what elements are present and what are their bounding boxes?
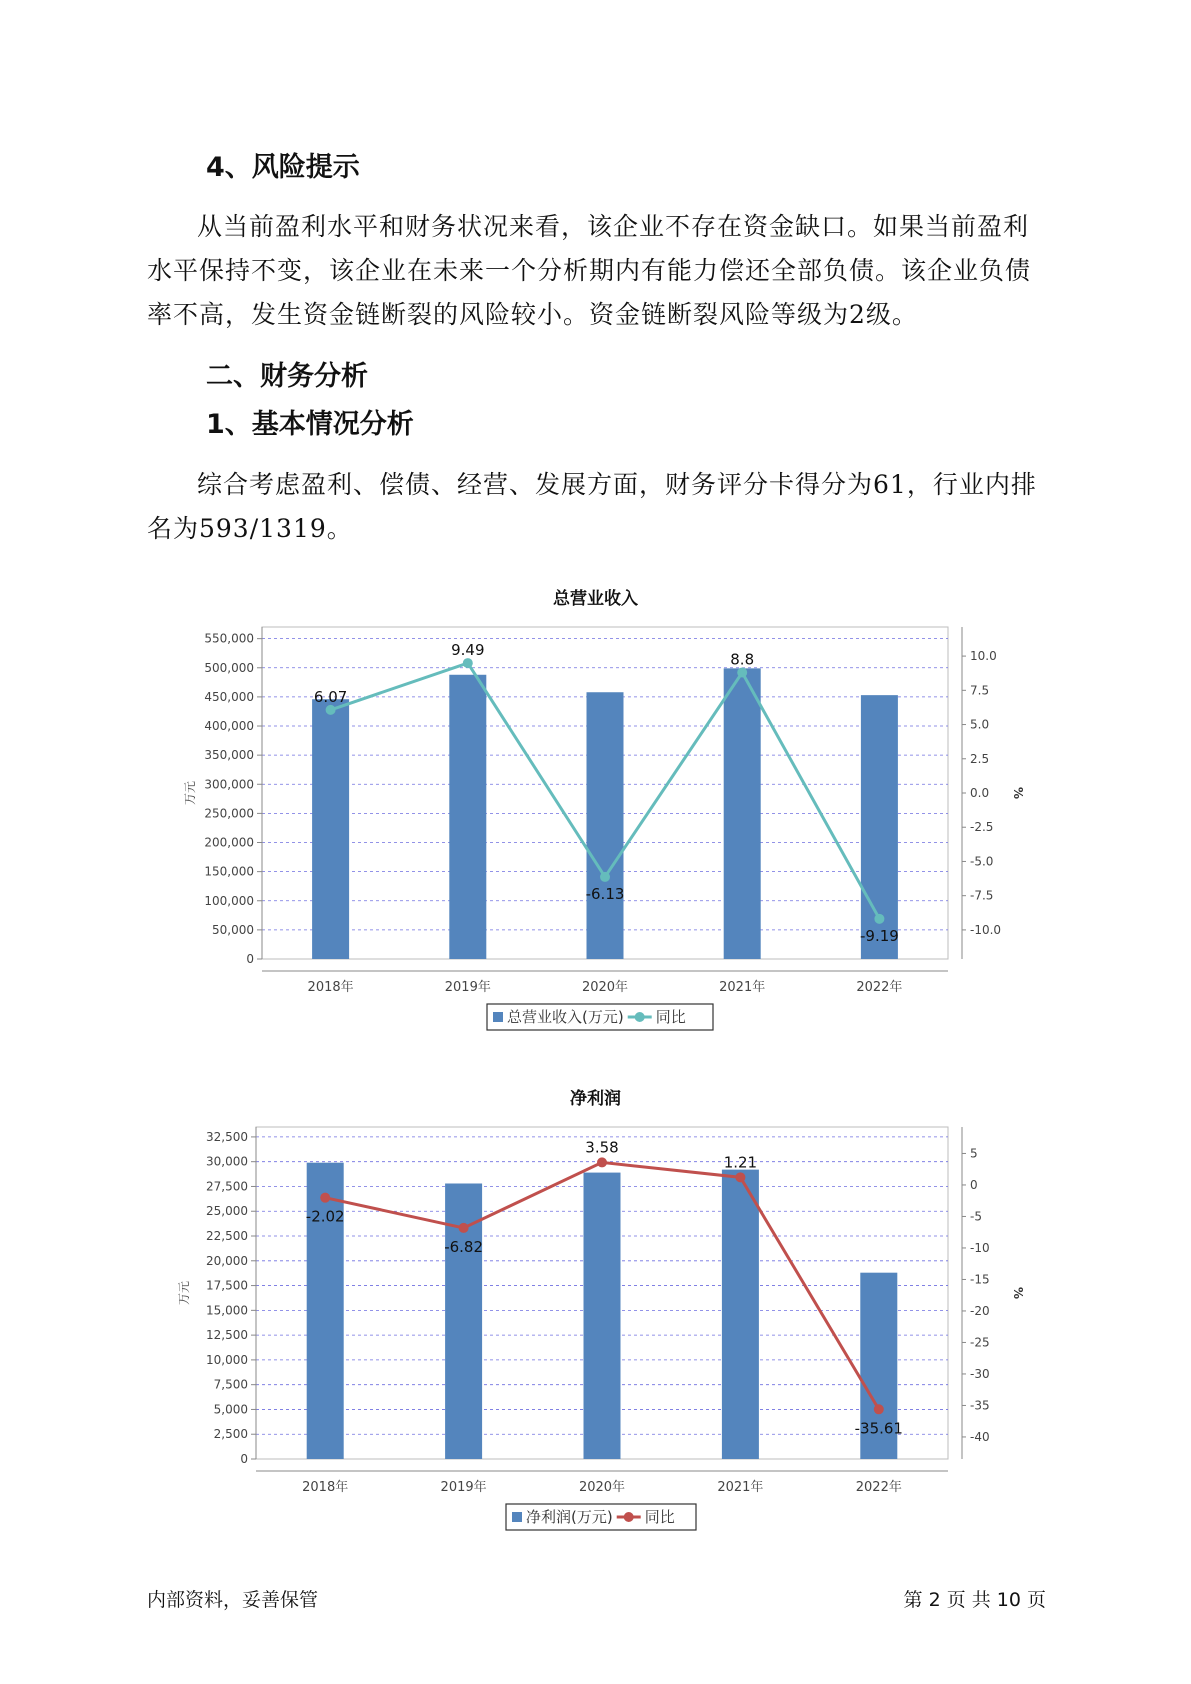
y2-tick-label: -10.0: [970, 922, 1002, 937]
y2-axis-title: %: [1011, 786, 1025, 800]
y-tick-label: 2,500: [213, 1427, 248, 1442]
data-label: -6.13: [585, 884, 625, 903]
data-label: 1.21: [723, 1153, 758, 1172]
section-heading-basic-analysis: 1、基本情况分析: [206, 409, 414, 440]
footer-page-number: 第 2 页 共 10 页: [903, 1589, 1046, 1611]
chart-title-net-profit: 净利润: [570, 1089, 621, 1109]
y2-tick-label: 0.0: [970, 786, 990, 800]
section-heading-financial-analysis: 二、财务分析: [206, 361, 368, 392]
data-label: -35.61: [854, 1419, 903, 1438]
yoy-point: [735, 1172, 745, 1182]
legend-label-bar: 总营业收入(万元): [507, 1008, 624, 1026]
y-tick-label: 22,500: [206, 1229, 248, 1244]
yoy-point: [320, 1193, 330, 1203]
y-tick-label: 32,500: [206, 1129, 248, 1144]
y2-tick-label: -15: [970, 1272, 990, 1287]
footer-confidential: 内部资料，妥善保管: [147, 1589, 319, 1611]
legend-swatch-marker: [635, 1012, 645, 1022]
y-tick-label: 350,000: [204, 748, 254, 763]
y2-tick-label: -20: [970, 1303, 990, 1318]
y2-tick-label: -10: [970, 1240, 990, 1255]
yoy-point: [874, 914, 884, 924]
y2-tick-label: -2.5: [970, 820, 994, 835]
x-tick-label: 2022年: [855, 1480, 902, 1495]
y-tick-label: 500,000: [204, 660, 254, 675]
y2-tick-label: -40: [970, 1429, 990, 1444]
bar: [449, 675, 486, 959]
bar: [722, 1170, 759, 1459]
chart-net-profit: [0, 1100, 1191, 1530]
y2-tick-label: -5.0: [970, 854, 994, 869]
y-tick-label: 150,000: [204, 864, 254, 879]
legend-label-bar: 净利润(万元): [526, 1508, 613, 1526]
y-tick-label: 550,000: [204, 631, 254, 646]
y2-tick-label: -7.5: [970, 888, 994, 903]
legend-swatch-bar: [493, 1012, 503, 1022]
y-axis-title: 万元: [177, 1280, 191, 1306]
y-tick-label: 12,500: [206, 1328, 248, 1343]
data-label: -2.02: [305, 1207, 345, 1226]
chart-revenue: [0, 600, 1191, 1030]
bar: [724, 668, 761, 959]
y2-tick-label: -35: [970, 1398, 990, 1413]
legend-swatch-bar: [512, 1512, 522, 1522]
x-tick-label: 2019年: [444, 980, 491, 995]
x-tick-label: 2018年: [302, 1480, 349, 1495]
paragraph-risk: 从当前盈利水平和财务状况来看，该企业不存在资金缺口。如果当前盈利水平保持不变，该企业在未来一个分析期内有能力偿还全部负债。该企业负债率不高，发生资金链断裂的风险较小。资金链断裂风险等级为2级。: [147, 212, 1032, 329]
y2-axis-title: %: [1011, 1286, 1025, 1300]
yoy-point: [463, 658, 473, 668]
yoy-point: [600, 872, 610, 882]
y-tick-label: 450,000: [204, 689, 254, 704]
section-heading-risk: 4、风险提示: [206, 152, 360, 183]
y-axis-title: 万元: [183, 780, 197, 806]
y2-tick-label: -5: [970, 1209, 982, 1224]
y-tick-label: 100,000: [204, 893, 254, 908]
y2-tick-label: 5: [970, 1146, 978, 1161]
data-label: -6.82: [444, 1237, 484, 1256]
bar: [587, 692, 624, 959]
yoy-point: [326, 705, 336, 715]
x-tick-label: 2019年: [440, 1480, 487, 1495]
y-tick-label: 300,000: [204, 777, 254, 792]
legend-label-line: 同比: [655, 1008, 686, 1026]
yoy-point: [459, 1223, 469, 1233]
y2-tick-label: -30: [970, 1366, 990, 1381]
y-tick-label: 0: [246, 952, 254, 966]
data-label: 6.07: [313, 687, 348, 706]
y-tick-label: 0: [240, 1452, 248, 1466]
chart-title-revenue: 总营业收入: [553, 589, 638, 609]
x-tick-label: 2021年: [717, 1480, 764, 1495]
bar: [584, 1173, 621, 1459]
legend-label-line: 同比: [644, 1508, 675, 1526]
yoy-point: [874, 1404, 884, 1414]
y2-tick-label: 7.5: [970, 683, 990, 698]
y-tick-label: 15,000: [206, 1303, 248, 1318]
y2-tick-label: 5.0: [970, 717, 990, 732]
y-tick-label: 27,500: [206, 1179, 248, 1194]
x-tick-label: 2022年: [856, 980, 903, 995]
y-tick-label: 25,000: [206, 1204, 248, 1219]
x-tick-label: 2018年: [307, 980, 354, 995]
y-tick-label: 30,000: [206, 1154, 248, 1169]
data-label: -9.19: [859, 926, 899, 945]
y-tick-label: 20,000: [206, 1253, 248, 1268]
legend-swatch-marker: [624, 1512, 634, 1522]
data-label: 9.49: [451, 641, 485, 660]
y-tick-label: 200,000: [204, 835, 254, 850]
y-tick-label: 17,500: [206, 1278, 248, 1293]
y-tick-label: 5,000: [213, 1402, 248, 1417]
data-label: 3.58: [585, 1138, 619, 1157]
y-tick-label: 250,000: [204, 806, 254, 821]
y-tick-label: 50,000: [212, 922, 254, 937]
x-tick-label: 2021年: [719, 980, 766, 995]
yoy-point: [597, 1157, 607, 1167]
y-tick-label: 400,000: [204, 719, 254, 734]
bar: [312, 699, 349, 959]
y2-tick-label: 2.5: [970, 751, 990, 766]
y-tick-label: 7,500: [213, 1377, 248, 1392]
x-tick-label: 2020年: [578, 1480, 626, 1495]
y2-tick-label: -25: [970, 1335, 990, 1350]
x-tick-label: 2020年: [581, 980, 629, 995]
y2-tick-label: 0: [970, 1177, 978, 1192]
data-label: 8.8: [730, 650, 755, 669]
paragraph-basic: 综合考虑盈利、偿债、经营、发展方面，财务评分卡得分为61，行业内排名为593/1319。: [147, 470, 1037, 543]
yoy-point: [737, 668, 747, 678]
y2-tick-label: 10.0: [970, 649, 997, 664]
y-tick-label: 10,000: [206, 1352, 248, 1367]
